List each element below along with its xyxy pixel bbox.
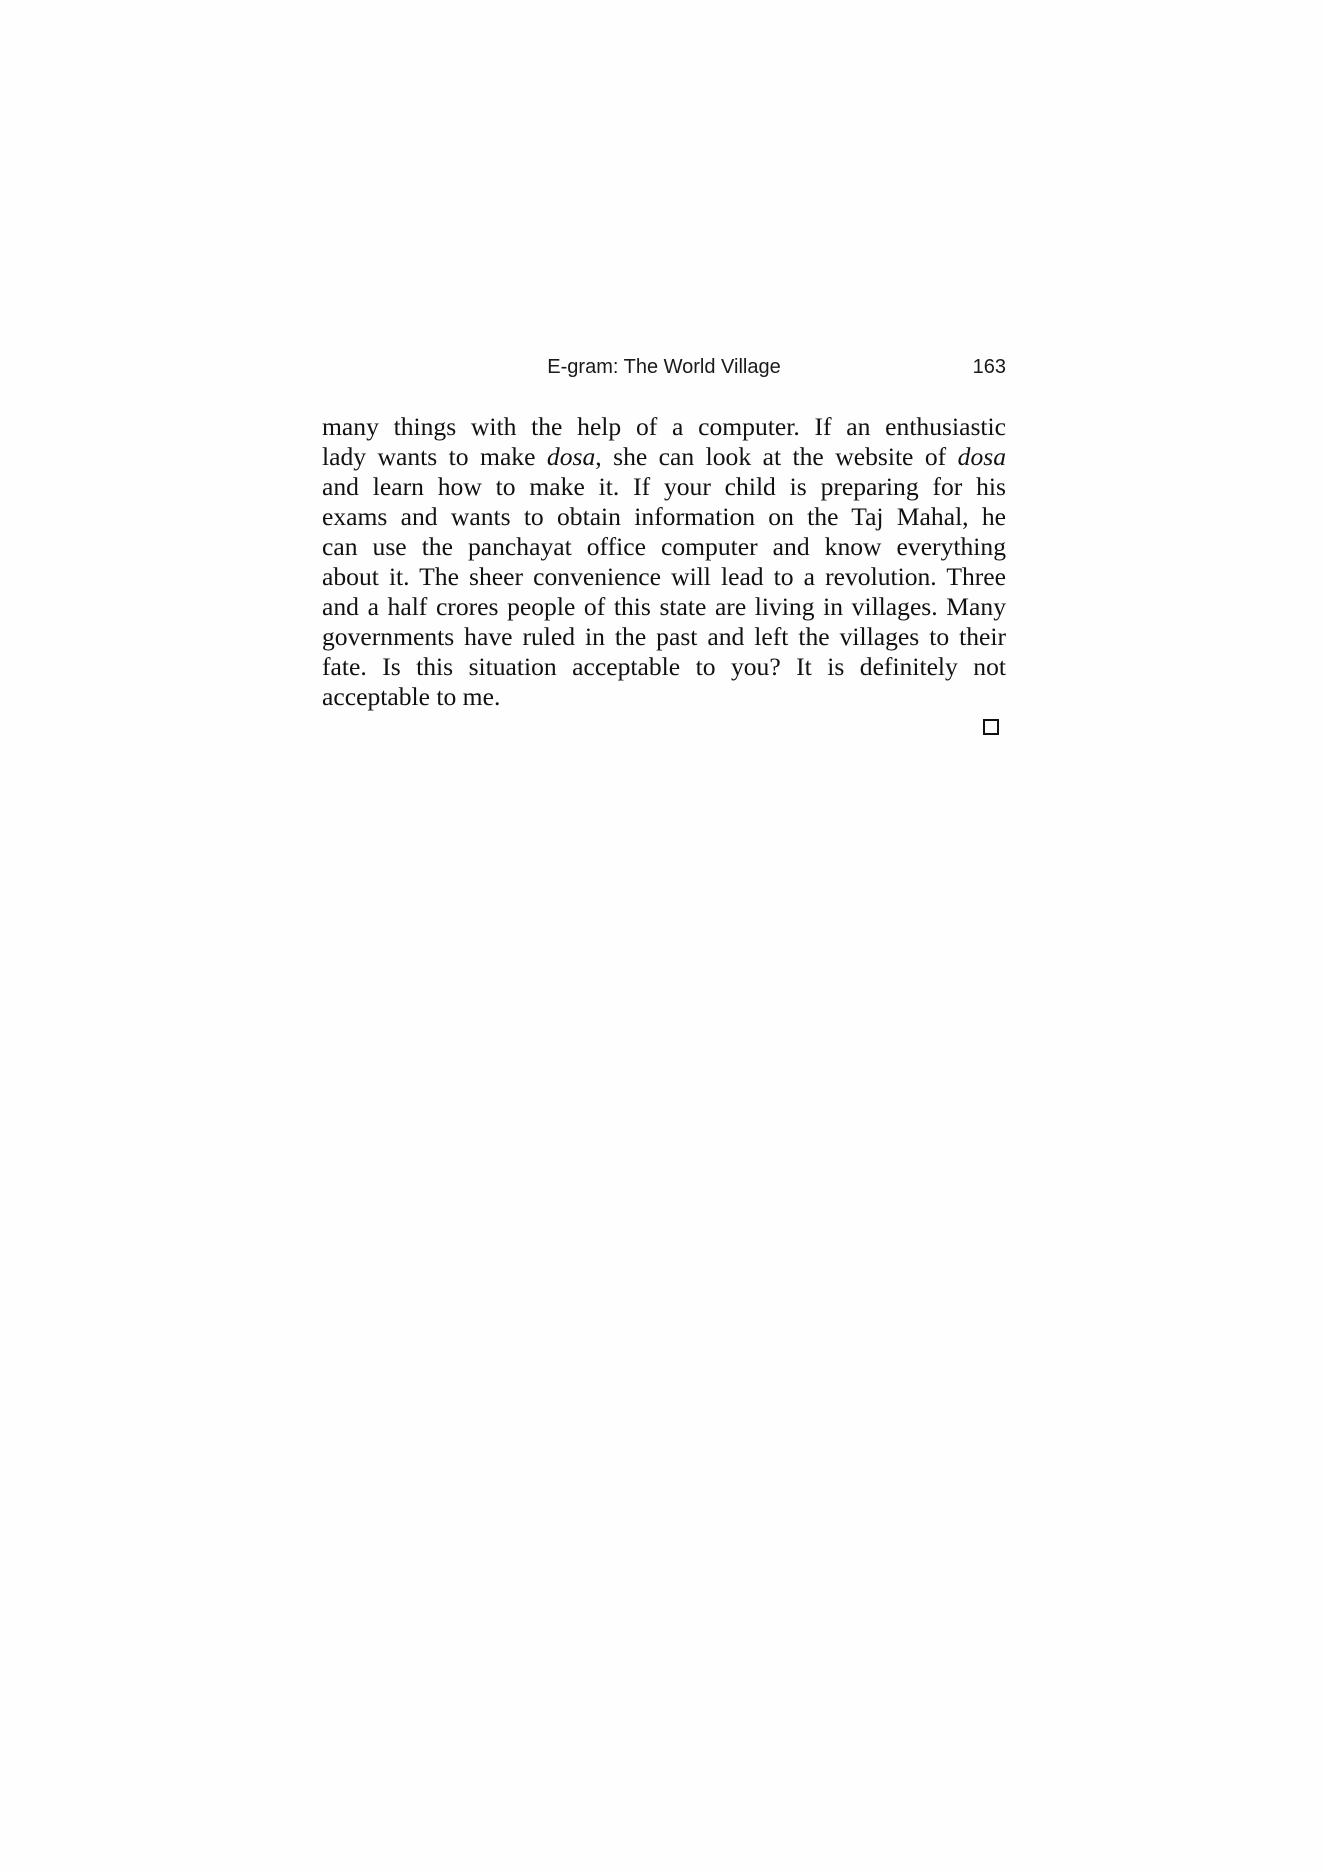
text-line [322,442,1006,472]
italic-term: dosa [546,442,596,471]
body-paragraph [322,412,1006,712]
text-line: acceptable to me. [322,682,501,711]
square-end-mark-icon [983,719,999,735]
text-line: exams and wants to obtain information on the Taj Mahal, he [322,502,1006,531]
text-line: about it. The sheer convenience will lead to a revolution. Three [322,562,1006,591]
text-line: and learn how to make it. If your child is preparing for his [322,472,1006,501]
running-head [322,352,1006,382]
text-line: governments have ruled in the past and left the villages to their [322,622,1006,651]
text-line: many things with the help of a computer. If an enthusiastic [322,412,1006,441]
text-line: fate. Is this situation acceptable to you? It is definitely not [322,652,1006,681]
page-number: 163 [972,356,1006,378]
text-line: can use the panchayat office computer and know everything [322,532,1006,561]
text-segment: , she can look at the website of [595,442,958,471]
text-segment: lady wants to make [322,442,547,471]
italic-term: dosa [957,442,1006,471]
text-line: and a half crores people of this state are living in villages. Many [322,592,1006,621]
running-title: E-gram: The World Village [547,356,781,378]
